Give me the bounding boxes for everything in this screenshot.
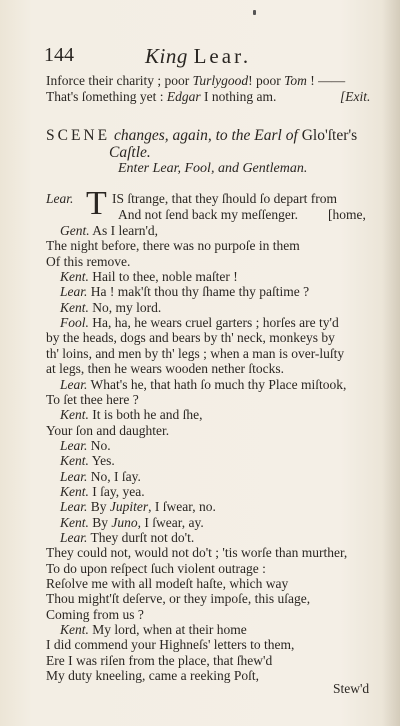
running-title: [145, 44, 251, 69]
scene-of: of: [285, 127, 298, 144]
text-line: [60, 300, 161, 316]
text-run: ! poor: [248, 73, 285, 88]
italic-text: Gent.: [60, 223, 90, 238]
text-line: [46, 637, 294, 653]
italic-text: Lear.: [60, 437, 88, 453]
italic-text: Jupiter: [109, 499, 149, 515]
text-line: [46, 561, 266, 577]
text-line: [60, 269, 238, 285]
text-run: Hail to thee, noble maſter !: [88, 269, 238, 285]
text-run: Coming from us ?: [46, 606, 144, 622]
text-line: [46, 89, 276, 105]
text-line: [46, 668, 259, 684]
text-run: , I ſwear, no.: [148, 499, 216, 515]
italic-text: Kent.: [60, 269, 89, 285]
italic-text: Fool.: [60, 315, 89, 331]
text-run: Reſolve me with all modeſt haſte, which way: [46, 576, 289, 592]
scene-word: SCENE: [46, 127, 111, 144]
italic-text: Juno: [111, 514, 138, 530]
text-run: Ha ! mak'ſt thou thy ſhame thy paſtime ?: [87, 284, 310, 300]
text-run: No, I ſay.: [87, 468, 141, 484]
italic-text: Kent.: [60, 407, 89, 423]
text-line: [60, 622, 247, 638]
text-run: ! ——: [306, 73, 346, 88]
italic-text: Edgar: [166, 89, 201, 104]
text-run: , I ſwear, ay.: [137, 514, 204, 530]
text-line: [46, 238, 300, 254]
text-line: [60, 407, 202, 423]
running-title-caps: Lear.: [193, 44, 252, 68]
text-line: [60, 453, 115, 469]
drop-line-2-turnover: [home,: [328, 207, 366, 222]
text-line: [60, 515, 204, 531]
text-run: They durſt not do't.: [87, 530, 195, 545]
italic-text: Kent.: [60, 483, 89, 499]
text-line: [60, 315, 339, 331]
text-run: I did commend your Highneſs' letters to them,: [46, 637, 295, 653]
text-run: at legs, then he wears wooden nether ſtocks.: [46, 361, 285, 377]
page-edge-shadow: [382, 0, 400, 726]
page-number: 144: [44, 44, 74, 66]
text-line: [46, 545, 347, 561]
text-run: No.: [87, 437, 111, 453]
italic-text: Lear.: [60, 530, 88, 545]
text-run: They could not, would not do't ; 'tis worſe than murther,: [46, 545, 348, 561]
text-run: As I learn'd,: [89, 223, 159, 238]
text-line: [60, 499, 216, 515]
text-run: Your ſon and daughter.: [46, 422, 170, 438]
text-run: Inforce their charity ; poor: [46, 73, 193, 88]
text-run: The night before, there was no purpoſe in them: [46, 238, 300, 254]
stage-direction-enter: [118, 161, 307, 177]
text-run: Yes.: [88, 453, 115, 469]
italic-text: Lear.: [60, 376, 88, 392]
ink-fleck: [253, 10, 256, 15]
enter-word: Enter: [118, 161, 150, 176]
text-line: [60, 530, 194, 546]
text-line: [46, 423, 169, 439]
text-run: by the heads, dogs and bears by th' neck, monkeys by: [46, 330, 335, 346]
italic-text: Kent.: [60, 453, 89, 469]
italic-text: Lear.: [60, 284, 88, 300]
running-title-italic: King: [145, 44, 188, 68]
italic-text: Lear.: [60, 468, 88, 484]
exit-direction: [Exit.: [340, 89, 371, 104]
text-run: What's he, that hath ſo much thy Place miſtook,: [87, 376, 347, 392]
text-run: Ere I was riſen from the place, that ſhew'd: [46, 652, 273, 668]
italic-text: Tom: [284, 73, 307, 88]
text-line: [46, 330, 335, 346]
text-run: To ſet thee here ?: [46, 391, 139, 407]
text-line: [46, 73, 345, 89]
drop-line-1: IS ſtrange, that they ſhould ſo depart from: [112, 191, 337, 206]
text-run: I ſay, yea.: [88, 483, 145, 499]
text-run: Thou might'ſt deſerve, or they impoſe, this uſage,: [46, 591, 311, 607]
text-run: That's ſomething yet :: [46, 89, 167, 104]
text-run: By: [88, 514, 112, 530]
drop-cap: T: [86, 185, 107, 222]
text-line: [46, 361, 284, 377]
text-line: [46, 392, 139, 408]
text-line: [46, 591, 310, 607]
scene-name: Glo'ſter's: [297, 127, 358, 144]
text-run: I nothing am.: [200, 89, 277, 104]
drop-line-2: And not ſend back my meſſenger.: [118, 207, 298, 222]
text-run: My lord, when at their home: [88, 622, 247, 638]
text-line: [60, 377, 346, 393]
drop-speaker: Lear.: [46, 191, 74, 206]
text-run: By: [87, 499, 110, 515]
text-line: [46, 653, 272, 669]
scene-heading: [46, 127, 357, 145]
running-header: [44, 44, 374, 70]
enter-names: Lear, Fool, and Gentleman.: [152, 161, 308, 176]
text-line: [46, 576, 288, 592]
italic-text: Kent.: [60, 622, 89, 638]
text-run: My duty kneeling, came a reeking Poſt,: [46, 668, 259, 684]
text-run: th' loins, and men by th' legs ; when a man is over-luſty: [46, 345, 345, 361]
italic-text: Lear.: [60, 499, 88, 515]
text-line: [60, 469, 141, 485]
text-run: It is both he and ſhe,: [88, 407, 203, 423]
scene-rest: changes, again, to the Earl: [110, 127, 286, 144]
text-line: [46, 346, 344, 362]
text-run: Ha, ha, he wears cruel garters ; horſes are ty'd: [88, 315, 339, 331]
text-line: [60, 438, 111, 454]
text-run: No, my lord.: [88, 299, 162, 315]
italic-text: Turlygood: [192, 73, 249, 88]
catchword: Stew'd: [333, 681, 370, 696]
italic-text: Kent.: [60, 299, 89, 315]
text-run: To do upon reſpect ſuch violent outrage :: [46, 560, 266, 576]
text-line: [60, 484, 145, 500]
italic-text: Kent.: [60, 514, 89, 530]
text-line: [46, 607, 144, 623]
scene-heading-line2: Caſtle.: [109, 144, 151, 161]
text-run: Of this remove.: [46, 253, 131, 269]
text-line: [46, 254, 130, 270]
text-line: [60, 223, 158, 239]
text-line: [60, 284, 309, 300]
